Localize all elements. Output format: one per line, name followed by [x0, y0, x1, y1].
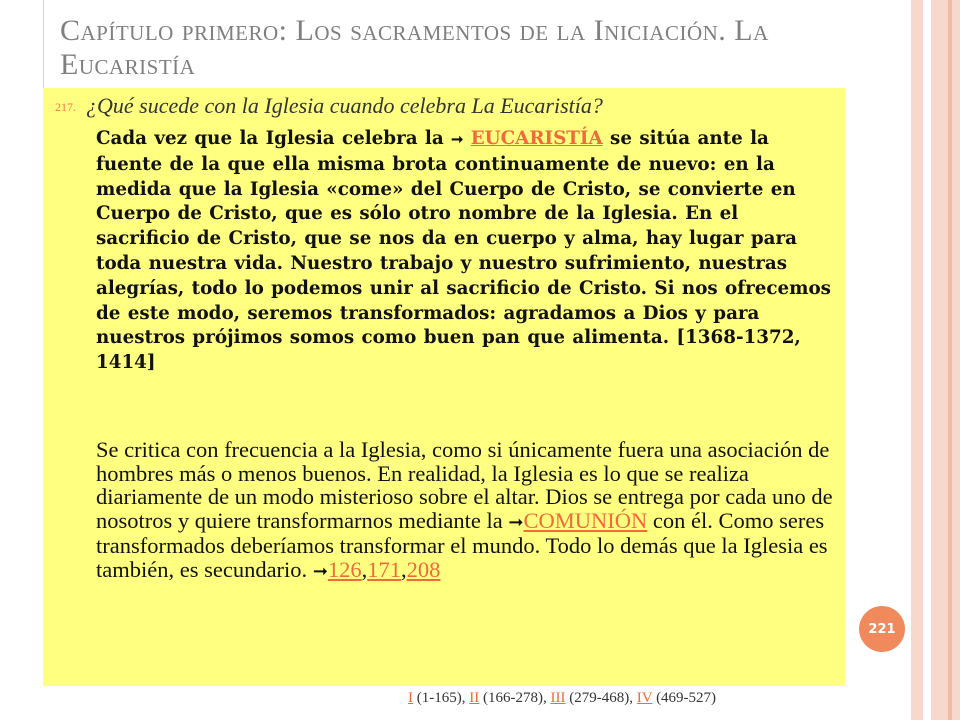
footer-navigation: I (1-165), II (166-278), III (279-468), IV (469-527)	[408, 690, 717, 706]
footer-range-part-4: (469-527)	[656, 690, 717, 706]
left-rule	[43, 0, 44, 90]
decorative-stripe-wide	[931, 0, 960, 720]
commentary-text-start: Se critica con frecuencia a la Iglesia, como si únicamente fuera una asociación de hombres más o menos buenos. En realidad, la Iglesia es lo que se realiza diariamente de un modo misterioso sobre el altar. Dios se entrega por cada uno de nosotros y quiere transformarnos mediante la	[96, 437, 833, 533]
footer-link-part-3[interactable]: III	[550, 690, 566, 706]
footer-link-part-2[interactable]: II	[469, 690, 480, 706]
footer-range-part-1: (1-165)	[416, 690, 462, 706]
decorative-stripe-gap	[923, 0, 931, 720]
slide-title: Capítulo primero: Los sacramentos de la Iniciación. La Eucaristía	[60, 14, 769, 81]
answer-text-start: Cada vez que la Iglesia celebra la	[96, 128, 444, 149]
decorative-stripe-line	[948, 0, 952, 720]
decorative-stripe	[911, 0, 923, 720]
footer-link-part-4[interactable]: IV	[636, 690, 653, 706]
ref-link-208[interactable]: 208	[406, 556, 441, 582]
eucaristia-link[interactable]: EUCARISTÍA	[470, 128, 603, 149]
footer-range-part-3: (279-468)	[569, 690, 630, 706]
comunion-link[interactable]: COMUNIÓN	[523, 507, 648, 533]
question-number: 217.	[55, 100, 76, 115]
commentary-paragraph: Se critica con frecuencia a la Iglesia, como si únicamente fuera una asociación de hombres más o menos buenos. En realidad, la Iglesia es lo que se realiza diariamente de un modo misterioso sobre el altar. Dios se entrega por cada uno de nosotros y quiere transformarnos mediante la ➞COMUNIÓN con él. Como seres transformados deberíamos transformar el mundo. Todo lo demás que la Iglesia es también, es secundario. ➞126,171,208	[96, 437, 833, 582]
page-number-badge: 221	[859, 606, 905, 652]
arrow-icon: ➞	[451, 131, 464, 148]
arrow-icon: ➞	[508, 511, 524, 532]
answer-text-end: se sitúa ante la fuente de la que ella misma brota continuamente de nuevo: en la medida que la Iglesia «come» del Cuerpo de Cristo, se convierte en Cuerpo de Cristo, que es sólo otro nombre de la Iglesia. En el sacrificio de Cristo, que se nos da en cuerpo y alma, hay lugar para toda nuestra vida. Nuestro trabajo y nuestro sufrimiento, nuestras alegrías, todo lo podemos unir al sacrificio de Cristo. Si nos ofrecemos de este modo, seremos transformados: agradamos a Dios y para nuestros prójimos somos como buen pan que alimenta. [1368-1372, 1414]	[96, 128, 831, 374]
ref-link-171[interactable]: 171	[367, 556, 402, 582]
commentary-text-end: con él. Como seres transformados deberíamos transformar el mundo. Todo lo demás que la Iglesia es también, es secundario.	[96, 507, 828, 582]
answer-paragraph	[96, 127, 831, 376]
ref-link-126[interactable]: 126	[327, 556, 362, 582]
arrow-icon: ➞	[312, 560, 328, 581]
footer-range-part-2: (166-278)	[483, 690, 543, 706]
question-text: ¿Qué sucede con la Iglesia cuando celebra La Eucaristía?	[86, 93, 603, 118]
question	[55, 93, 835, 119]
footer-link-part-1[interactable]: I	[408, 690, 413, 706]
